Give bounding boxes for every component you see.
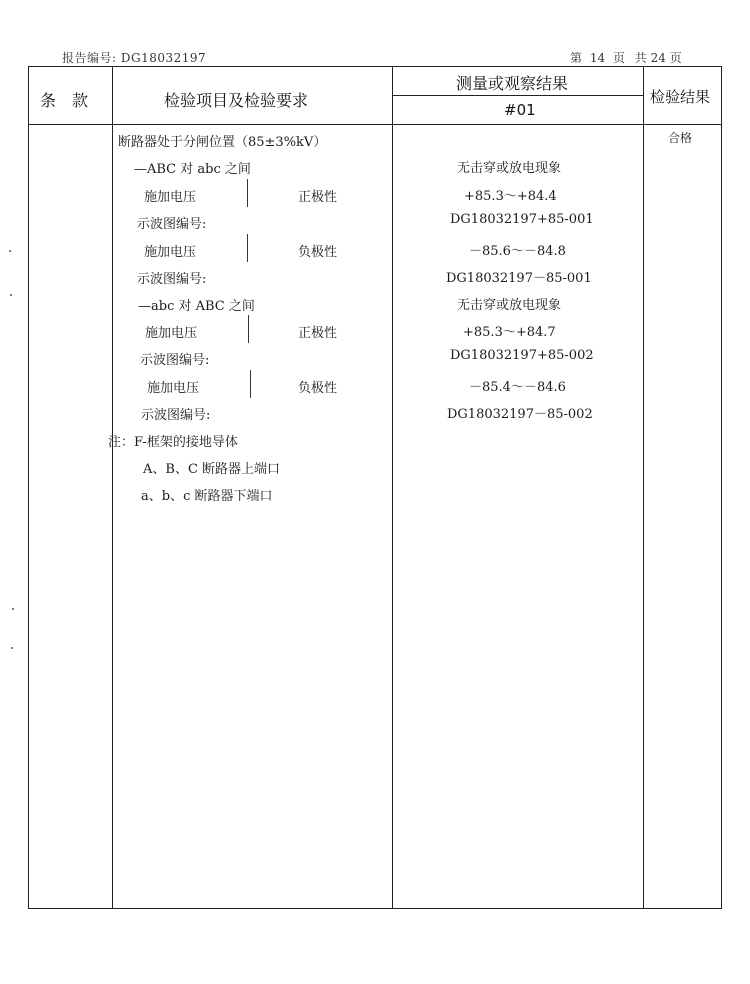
report-number-line (62, 49, 206, 66)
row-5-separator (247, 234, 248, 262)
row-10-separator (250, 370, 251, 398)
note-line-2: A、B、C 断路器上端口 (143, 462, 281, 477)
result-header: 检验结果 (650, 88, 711, 106)
page-number: 14 (589, 51, 606, 65)
page-total-prefix: 共 (634, 51, 647, 65)
header-bottom-rule (28, 124, 722, 125)
page-total: 24 (650, 51, 666, 65)
row-11-measure: DG18032197－85-002 (447, 407, 593, 422)
sample-header: #01 (504, 101, 536, 119)
page-indicator (570, 49, 682, 66)
col-divider-item (392, 66, 393, 909)
row-2-measure: 无击穿或放电现象 (457, 161, 562, 176)
row-10-measure: －85.4～－84.6 (469, 380, 566, 395)
item-header: 检验项目及检验要求 (164, 91, 309, 110)
row-8-polarity: 正极性 (298, 326, 338, 341)
row-9-measure: DG18032197+85-002 (450, 348, 594, 363)
row-11-item: 示波图编号: (141, 408, 211, 423)
row-7-item: —abc 对 ABC 之间 (138, 299, 255, 314)
row-8-separator (248, 315, 249, 343)
row-1-item: 断路器处于分闸位置（85±3%kV） (118, 135, 327, 150)
col-divider-measure (643, 66, 644, 909)
row-5-item: 施加电压 (144, 245, 197, 260)
row-1-result: 合格 (668, 131, 693, 145)
scan-speck (11, 647, 13, 649)
scan-speck (10, 294, 12, 296)
scan-speck (9, 250, 11, 252)
row-9-item: 示波图编号: (140, 353, 210, 368)
col-divider-clause (112, 66, 113, 909)
clause-header: 条 款 (40, 91, 89, 110)
row-3-item: 施加电压 (144, 190, 197, 205)
row-5-polarity: 负极性 (298, 245, 338, 260)
row-3-polarity: 正极性 (298, 190, 338, 205)
page-mid: 页 (612, 51, 625, 65)
row-3-measure: +85.3～+84.4 (464, 189, 557, 204)
row-10-polarity: 负极性 (298, 381, 338, 396)
row-7-measure: 无击穿或放电现象 (457, 298, 562, 313)
row-4-item: 示波图编号: (137, 217, 207, 232)
table-frame (28, 66, 722, 909)
page-suffix: 页 (669, 51, 682, 65)
scan-speck (12, 608, 14, 610)
row-5-measure: －85.6～－84.8 (469, 244, 566, 259)
row-3-separator (247, 179, 248, 207)
report-number-label: 报告编号: (62, 51, 117, 65)
note-line-1: 注：F-框架的接地导体 (108, 435, 238, 450)
row-8-measure: +85.3～+84.7 (463, 325, 556, 340)
header-subdivider (392, 95, 643, 96)
row-8-item: 施加电压 (145, 326, 198, 341)
row-2-item: —ABC 对 abc 之间 (134, 162, 251, 177)
row-6-item: 示波图编号: (137, 272, 207, 287)
row-4-measure: DG18032197+85-001 (450, 212, 594, 227)
page-prefix: 第 (570, 51, 583, 65)
measure-header: 测量或观察结果 (456, 74, 569, 93)
row-10-item: 施加电压 (147, 381, 200, 396)
row-6-measure: DG18032197－85-001 (446, 271, 592, 286)
note-line-3: a、b、c 断路器下端口 (141, 489, 273, 504)
report-number-value: DG18032197 (120, 51, 207, 65)
